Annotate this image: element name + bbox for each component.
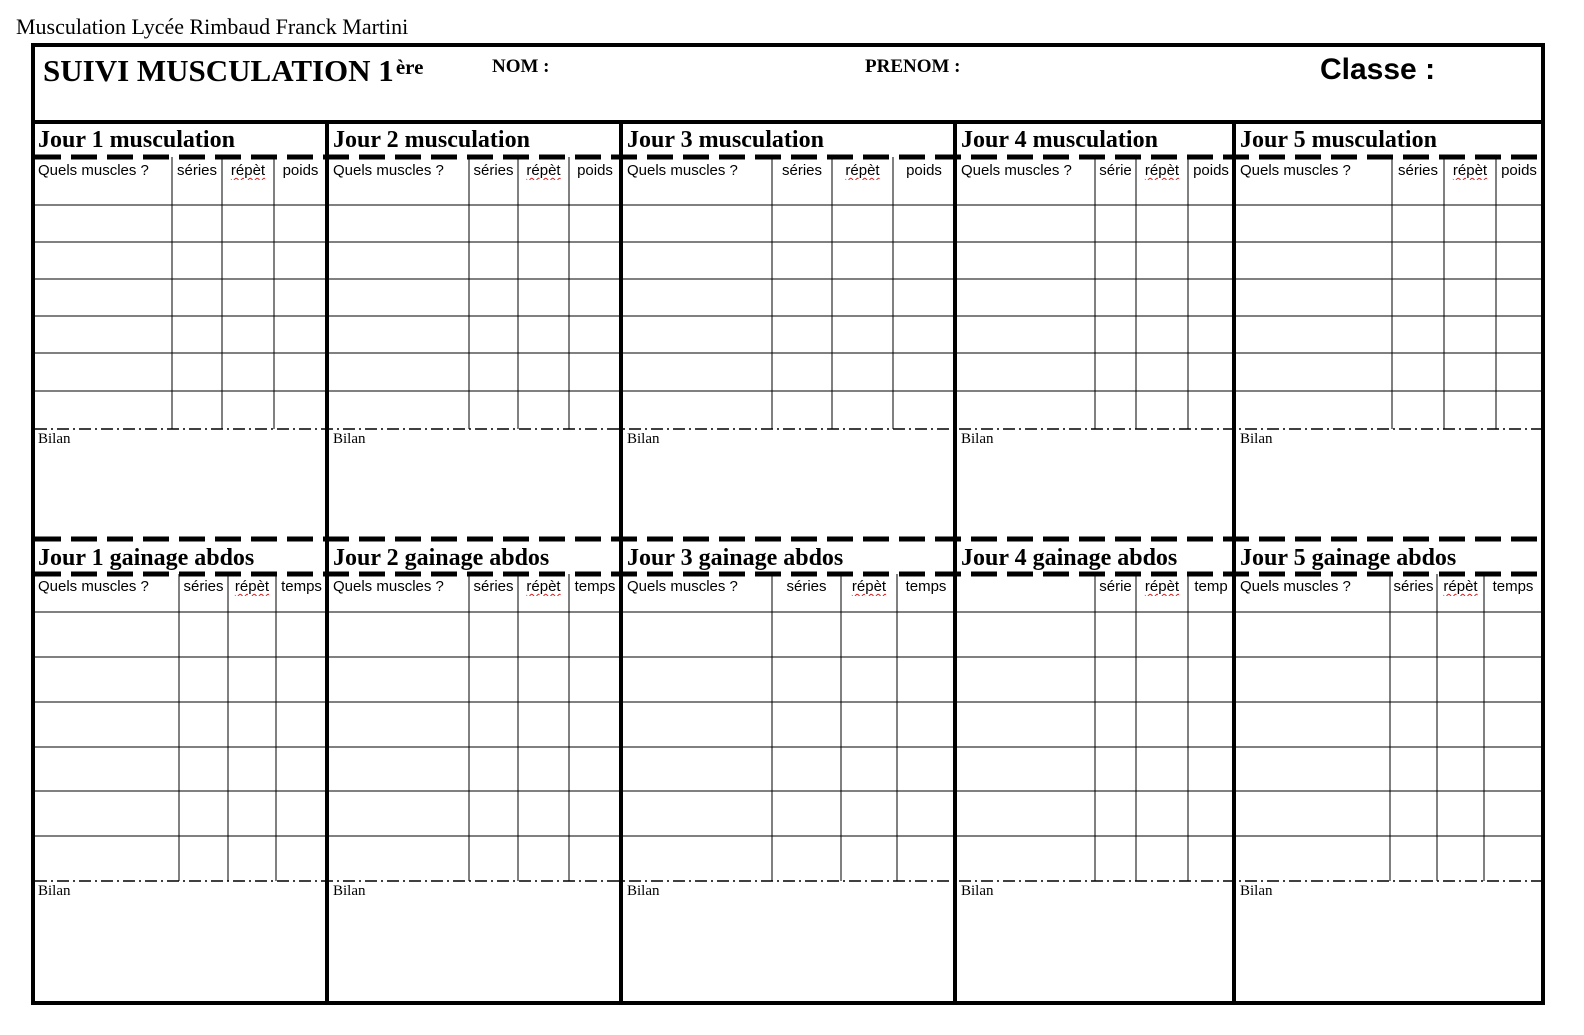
column-header: séries: [176, 162, 217, 179]
column-header: Quels muscles ?: [1240, 162, 1351, 179]
column-header: répèt: [230, 162, 266, 179]
column-header: Quels muscles ?: [627, 578, 738, 595]
day-title: Jour 4 gainage abdos: [961, 545, 1178, 571]
column-header: séries: [183, 578, 224, 595]
bilan-label: Bilan: [1240, 431, 1273, 447]
column-header: temps: [281, 578, 322, 595]
column-header: temps: [905, 578, 947, 595]
bilan-label: Bilan: [961, 883, 994, 899]
document-header: Musculation Lycée Rimbaud Franck Martini: [16, 14, 409, 39]
column-header: séries: [781, 162, 822, 179]
column-header: série: [1099, 162, 1132, 179]
column-header: répèt: [526, 578, 561, 595]
column-header: temp: [1194, 578, 1228, 595]
bilan-label: Bilan: [627, 883, 660, 899]
column-header: répèt: [845, 162, 880, 179]
column-header: Quels muscles ?: [333, 162, 444, 179]
column-header: poids: [1193, 162, 1229, 179]
bilan-label: Bilan: [38, 431, 71, 447]
column-header: répèt: [1144, 578, 1180, 595]
column-header: Quels muscles ?: [627, 162, 738, 179]
bilan-label: Bilan: [1240, 883, 1273, 899]
prenom-field: PRENOM :: [865, 56, 961, 77]
column-header: séries: [786, 578, 827, 595]
day-title: Jour 1 musculation: [38, 127, 235, 153]
column-header: séries: [473, 162, 514, 179]
column-header: série: [1099, 578, 1132, 595]
column-header: répèt: [234, 578, 270, 595]
bilan-label: Bilan: [627, 431, 660, 447]
column-header: Quels muscles ?: [961, 162, 1072, 179]
day-title: Jour 2 musculation: [333, 127, 530, 153]
column-header: temps: [1492, 578, 1534, 595]
bilan-label: Bilan: [961, 431, 994, 447]
day-title: Jour 5 gainage abdos: [1240, 545, 1457, 571]
column-header: répèt: [851, 578, 887, 595]
column-header: poids: [906, 162, 942, 179]
bilan-label: Bilan: [333, 883, 366, 899]
sheet-title: SUIVI MUSCULATION 1ère: [43, 53, 424, 88]
nom-field: NOM :: [492, 56, 550, 77]
bilan-label: Bilan: [333, 431, 366, 447]
column-header: temps: [574, 578, 616, 595]
column-header: poids: [282, 162, 319, 179]
day-title: Jour 3 gainage abdos: [627, 545, 844, 571]
column-header: Quels muscles ?: [333, 578, 444, 595]
day-title: Jour 3 musculation: [627, 127, 824, 153]
column-header: séries: [1393, 578, 1434, 595]
column-header: poids: [1501, 162, 1537, 179]
day-title: Jour 1 gainage abdos: [38, 545, 255, 571]
column-header: répèt: [526, 162, 561, 179]
column-header: répèt: [1144, 162, 1180, 179]
column-header: Quels muscles ?: [1240, 578, 1351, 595]
column-header: Quels muscles ?: [38, 162, 149, 179]
day-title: Jour 4 musculation: [961, 127, 1158, 153]
classe-field: Classe :: [1320, 53, 1436, 86]
column-header: Quels muscles ?: [38, 578, 149, 595]
column-header: répèt: [1452, 162, 1488, 179]
column-header: répèt: [1443, 578, 1478, 595]
column-header: poids: [577, 162, 613, 179]
bilan-label: Bilan: [38, 883, 71, 899]
day-title: Jour 5 musculation: [1240, 127, 1437, 153]
column-header: séries: [1397, 162, 1438, 179]
day-title: Jour 2 gainage abdos: [333, 545, 550, 571]
column-header: séries: [473, 578, 514, 595]
